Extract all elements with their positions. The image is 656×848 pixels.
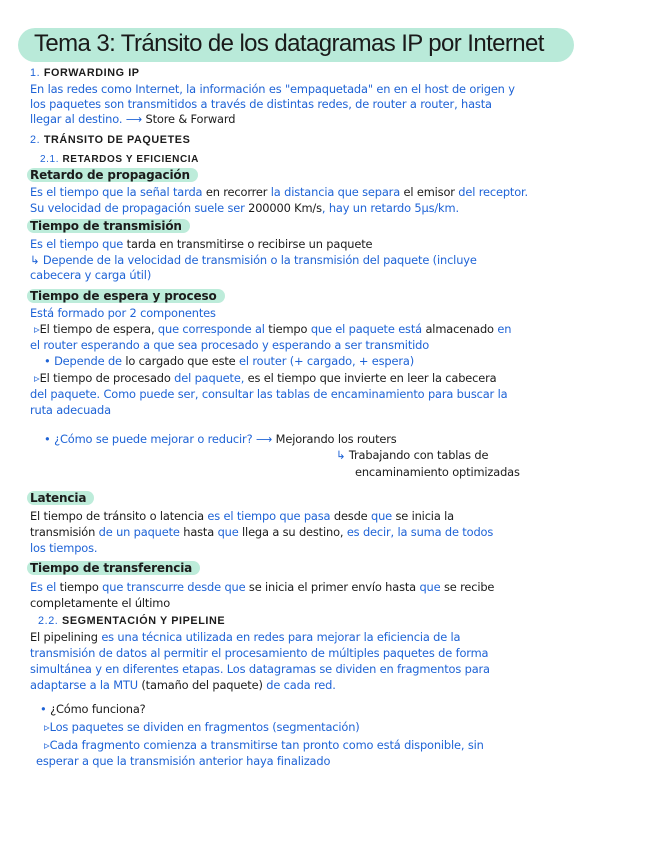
text-span: El pipelining [30, 630, 102, 644]
text-span: de cada red. [266, 678, 336, 692]
heading-transmision [30, 219, 190, 234]
text-span: El tiempo de tránsito o latencia [30, 509, 208, 523]
section-number: 2. [30, 134, 41, 146]
transmision-line-1 [30, 237, 372, 252]
espera-answer-2 [336, 448, 488, 463]
transmision-line-3: cabecera y carga útil) [30, 268, 152, 282]
triangle-bullet-icon: ▹ [34, 371, 40, 385]
text-span: Depende de la velocidad de transmisión o la transmisión del paquete (incluye [42, 253, 477, 267]
section-title: FORWARDING IP [43, 67, 140, 79]
text-span: 200000 Km/s [248, 201, 322, 215]
heading-text: Latencia [27, 491, 94, 505]
text-span: ¿Cómo se puede mejorar o reducir? [54, 432, 253, 446]
espera-intro: Está formado por 2 componentes [30, 306, 216, 320]
subsection-number: 2.1. [40, 154, 60, 165]
heading-espera [30, 289, 225, 304]
text-span: que corresponde al [157, 322, 269, 336]
subsection-title: SEGMENTACIÓN Y PIPELINE [62, 615, 226, 627]
text-span: Depende de [54, 354, 126, 368]
heading-text: Tiempo de espera y proceso [27, 289, 225, 303]
forwarding-note: Store & Forward [145, 112, 236, 126]
text-span: que el paquete [310, 322, 399, 336]
text-span: del paquete. [30, 387, 104, 401]
text-span: llega a su destino, [242, 525, 347, 539]
text-span: del receptor. [458, 185, 529, 199]
pipeline-bullet-1 [44, 720, 360, 735]
triangle-bullet-icon: ▹ [44, 738, 50, 752]
espera-line-a1 [34, 322, 511, 337]
pipeline-bullet-2-cont: esperar a que la transmisión anterior haya finalizado [36, 754, 331, 768]
dot-bullet-icon: • [40, 702, 47, 716]
text-span: (tamaño del paquete) [141, 678, 267, 692]
text-span: que pasa [279, 509, 334, 523]
espera-line-b2 [30, 387, 507, 402]
text-span: del paquete, [174, 371, 248, 385]
text-span: lo cargado que este [125, 354, 240, 368]
text-span: el emisor [403, 185, 459, 199]
espera-line-a2 [30, 338, 429, 353]
latencia-line-1 [30, 509, 454, 524]
text-span: Su velocidad de propagación [30, 201, 195, 215]
text-span: a que sea procesado y esperando a ser transmitido [143, 338, 430, 352]
text-span: es el tiempo [207, 509, 280, 523]
propagacion-line-1 [30, 185, 528, 200]
pipeline-line-3: simultánea y en diferentes etapas. Los datagramas se dividen en fragmentos para [30, 662, 490, 676]
text-span: la distancia que separa [270, 185, 404, 199]
dot-bullet-icon: • [44, 354, 51, 368]
section-title: TRÁNSITO DE PAQUETES [43, 134, 191, 146]
text-span: tiempo [59, 580, 103, 594]
text-span: Trabajando con tablas de [348, 448, 489, 462]
text-span: Es el [30, 580, 60, 594]
heading-text: Tiempo de transferencia [27, 561, 200, 575]
subsection-heading-pipeline [38, 614, 225, 629]
latencia-line-3: los tiempos. [30, 541, 98, 555]
espera-answer-3: encaminamiento optimizadas [355, 465, 520, 479]
text-span: desde [333, 509, 371, 523]
latencia-line-2 [30, 525, 493, 540]
return-arrow-icon: ↳ [30, 253, 40, 267]
espera-line-a3 [44, 354, 414, 369]
text-span: el router [239, 354, 290, 368]
return-arrow-icon: ↳ [336, 448, 346, 462]
pipeline-bullet-2 [44, 738, 484, 753]
heading-propagacion [30, 168, 198, 183]
heading-transferencia [30, 561, 200, 576]
text-span: suele ser [194, 201, 249, 215]
transmision-line-2 [30, 253, 477, 268]
text-span: Los paquetes se dividen en fragmentos (segmentación) [49, 720, 360, 734]
forwarding-line-1: En las redes como Internet, la información es "empaquetada" en en el host de origen y [30, 82, 515, 96]
text-span: Es el tiempo que [30, 237, 127, 251]
text-span: se inicia el primer envío hasta [248, 580, 420, 594]
text-span: se inicia la [395, 509, 454, 523]
text-span: transmisión [30, 525, 99, 539]
text-span: está [398, 322, 426, 336]
transferencia-line-1 [30, 580, 494, 595]
text-span: que [217, 525, 243, 539]
text-span: Mejorando los routers [275, 432, 397, 446]
text-span: que transcurre desde que [102, 580, 249, 594]
propagacion-line-2 [30, 201, 459, 216]
text-span: de un paquete [98, 525, 184, 539]
text-span: en [497, 322, 512, 336]
subsection-heading-retardos [40, 152, 199, 167]
forwarding-line-2: los paquetes son transmitidos a través de distintas redes, de router a router, hasta [30, 97, 492, 111]
text-span: en recorrer [205, 185, 271, 199]
pipeline-line-2: transmisión de datos al permitir el procesamiento de múltiples paquetes de forma [30, 646, 489, 660]
text-span: (+ cargado, + espera) [289, 354, 415, 368]
text-span: , hay un retardo 5μs/km. [321, 201, 459, 215]
text-span: Cada fragmento comienza a transmitirse tan pronto como está disponible, sin [49, 738, 484, 752]
page-title: Tema 3: Tránsito de los datagramas IP por Internet [34, 30, 544, 57]
triangle-bullet-icon: ▹ [34, 322, 40, 336]
text-span: que [419, 580, 444, 594]
text-span: Es el tiempo que la señal tarda [30, 185, 206, 199]
text-span: el router esperando [30, 338, 144, 352]
text-span: tarda en transmitirse o recibirse un paquete [126, 237, 373, 251]
text-span: es una técnica utilizada en redes para mejorar la eficiencia de la [101, 630, 461, 644]
espera-line-b3: ruta adecuada [30, 403, 111, 417]
forwarding-line-3 [30, 112, 235, 127]
text-span: es decir, la suma de todos [346, 525, 494, 539]
espera-line-b1 [34, 371, 496, 386]
text-span: se recibe [443, 580, 495, 594]
text-span: es el tiempo que invierte en leer la cabecera [247, 371, 497, 385]
text-span: ¿Cómo funciona? [50, 702, 146, 716]
transferencia-line-2: completamente el último [30, 596, 171, 610]
heading-text: Tiempo de transmisión [27, 219, 190, 233]
text-span: Como puede ser, consultar las tablas de encaminamiento para buscar la [103, 387, 508, 401]
dot-bullet-icon: • [44, 432, 51, 446]
subsection-title: RETARDOS Y EFICIENCIA [62, 154, 199, 165]
text-span: adaptarse a la MTU [30, 678, 142, 692]
subsection-number: 2.2. [38, 615, 59, 627]
pipeline-line-1 [30, 630, 460, 645]
text-span: tiempo [268, 322, 311, 336]
pipeline-line-4 [30, 678, 336, 693]
text-span: almacenado [425, 322, 498, 336]
heading-text: Retardo de propagación [27, 168, 198, 182]
section-heading-transito [30, 133, 190, 148]
text-span: que [371, 509, 396, 523]
arrow-icon: ⟶ [255, 432, 273, 446]
espera-question [44, 432, 397, 447]
text-span: El tiempo de procesado [39, 371, 175, 385]
heading-latencia [30, 491, 94, 506]
section-heading-forwarding [30, 66, 140, 81]
forwarding-text: llegar al destino. [30, 112, 123, 126]
section-number: 1. [30, 67, 41, 79]
text-span: El tiempo de espera, [39, 322, 158, 336]
text-span: hasta [183, 525, 218, 539]
arrow-icon: ⟶ [125, 112, 143, 126]
pipeline-question [40, 702, 146, 717]
triangle-bullet-icon: ▹ [44, 720, 50, 734]
